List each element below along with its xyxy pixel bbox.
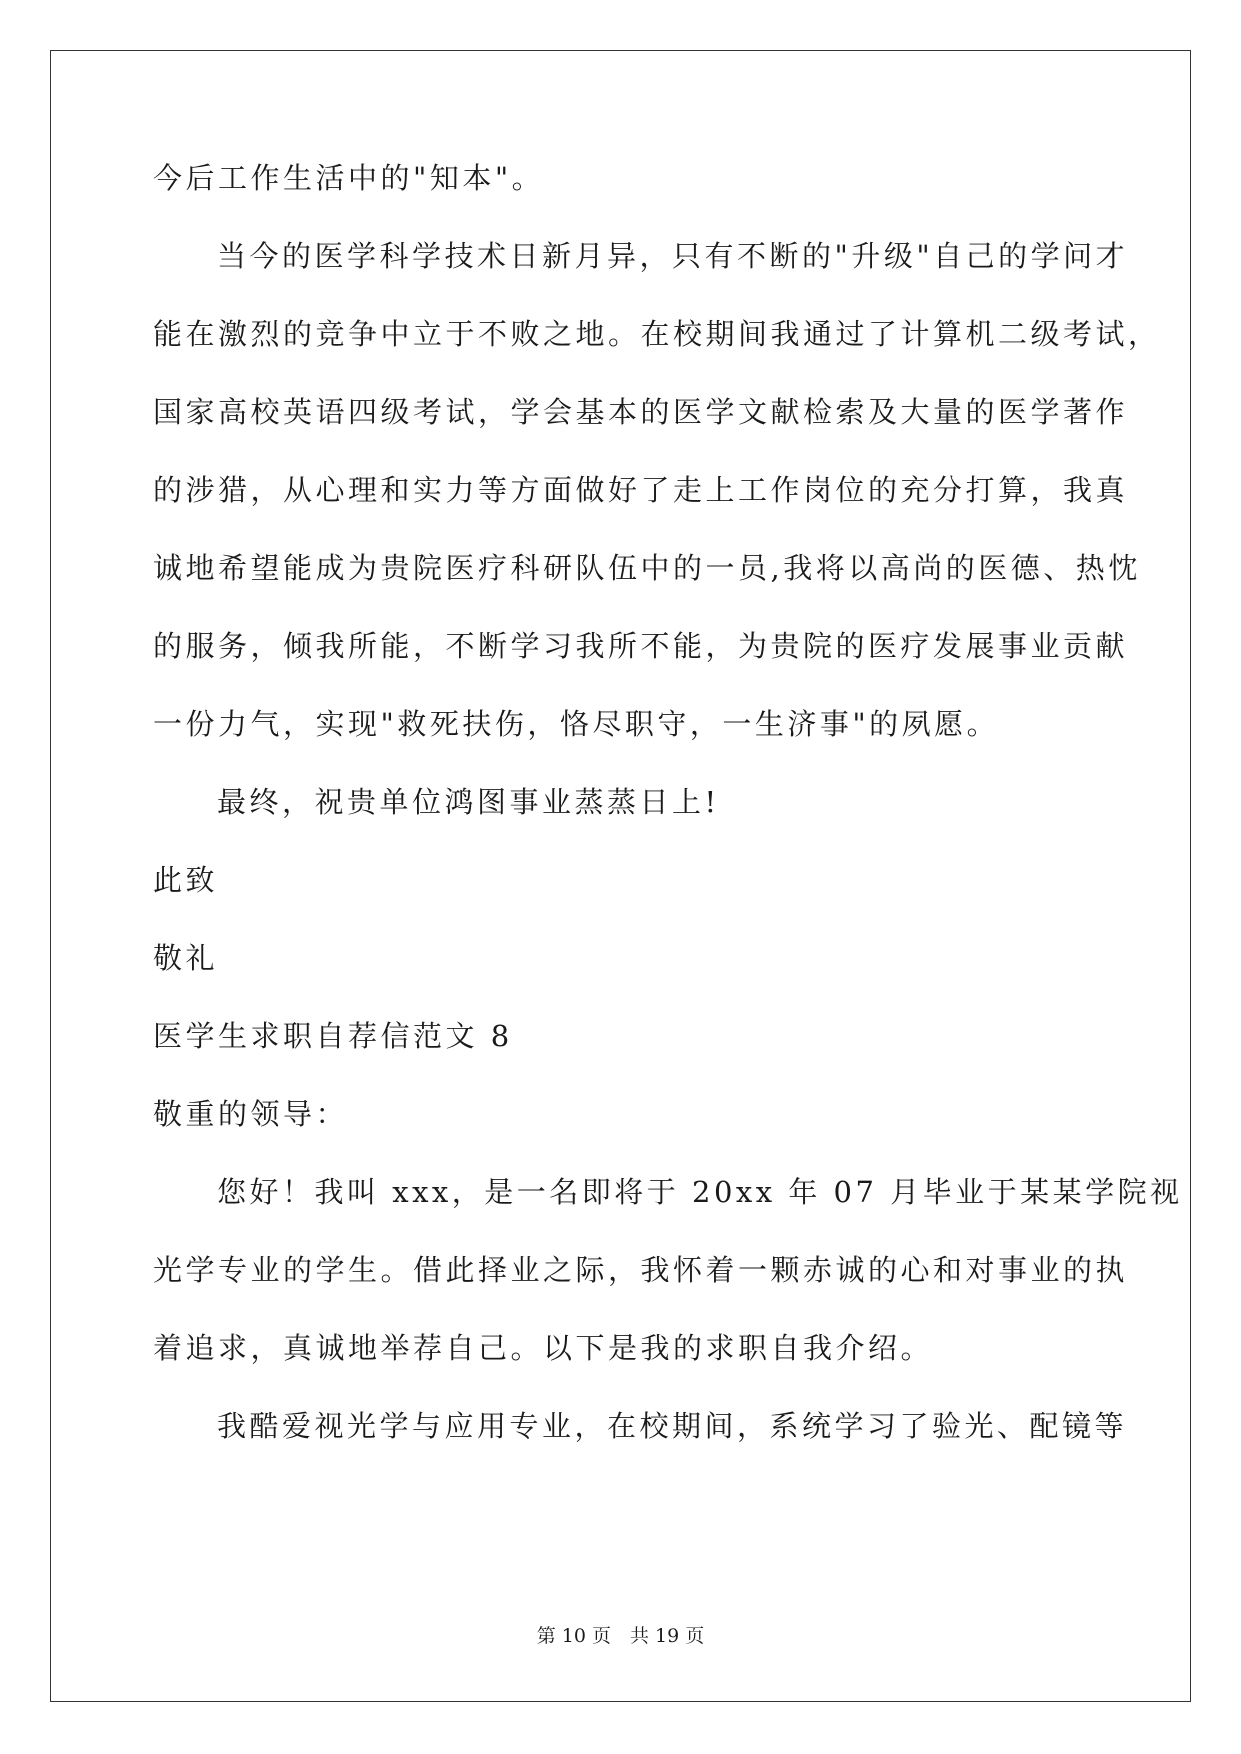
salutation-closing: 此致 (153, 863, 219, 897)
page-number: 第 10 页 共 19 页 (536, 1625, 705, 1647)
text-line: 诚地希望能成为贵院医疗科研队伍中的一员,我将以高尚的医德、热忱 (153, 551, 1141, 585)
document-body (153, 161, 1183, 1489)
text-line: 您好！我叫 xxx，是一名即将于 20xx 年 07 月毕业于某某学院视 (217, 1175, 1183, 1209)
text-line: 的服务，倾我所能，不断学习我所不能，为贵院的医疗发展事业贡献 (153, 629, 1129, 663)
salutation-regards: 敬礼 (153, 941, 219, 975)
text-line: 着追求，真诚地举荐自己。以下是我的求职自我介绍。 (153, 1331, 934, 1365)
text-line: 的涉猎，从心理和实力等方面做好了走上工作岗位的充分打算，我真 (153, 473, 1129, 507)
text-line: 今后工作生活中的"知本"。 (153, 161, 545, 195)
section-title: 医学生求职自荐信范文 8 (153, 1019, 513, 1053)
text-line: 当今的医学科学技术日新月异，只有不断的"升级"自己的学问才 (217, 239, 1129, 273)
text-line: 国家高校英语四级考试，学会基本的医学文献检索及大量的医学著作 (153, 395, 1129, 429)
text-line: 能在激烈的竞争中立于不败之地。在校期间我通过了计算机二级考试， (153, 317, 1161, 351)
text-line: 光学专业的学生。借此择业之际，我怀着一颗赤诚的心和对事业的执 (153, 1253, 1129, 1287)
letter-greeting: 敬重的领导： (153, 1097, 349, 1131)
closing-wish: 最终，祝贵单位鸿图事业蒸蒸日上! (217, 785, 720, 819)
text-line: 一份力气，实现"救死扶伤，恪尽职守，一生济事"的夙愿。 (153, 707, 1000, 741)
text-line: 我酷爱视光学与应用专业，在校期间，系统学习了验光、配镜等 (217, 1409, 1128, 1443)
